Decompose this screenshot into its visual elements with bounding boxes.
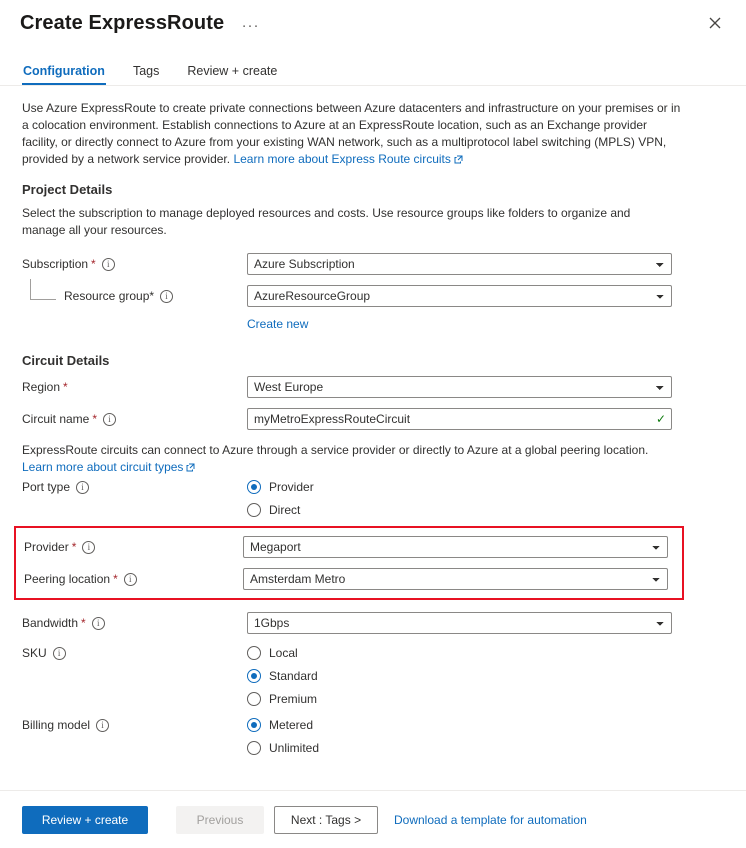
valid-check-icon: ✓: [655, 412, 666, 426]
port-type-option-direct[interactable]: [247, 503, 300, 517]
circuit-name-required-mark: *: [92, 412, 98, 426]
resource-group-row: [22, 285, 724, 307]
billing-row-unlimited: [22, 741, 724, 755]
page-title: Create ExpressRoute: [20, 12, 225, 34]
tab-review-create[interactable]: Review + create: [187, 64, 278, 78]
circuit-name-row: [22, 408, 724, 430]
peering-location-select[interactable]: [243, 568, 668, 590]
subscription-select[interactable]: [247, 253, 672, 275]
tab-configuration[interactable]: Configuration: [22, 64, 106, 85]
create-new-resource-group-row: [247, 317, 724, 331]
circuit-name-label: [22, 412, 247, 426]
subscription-info-icon[interactable]: i: [102, 258, 115, 271]
region-label: [22, 380, 247, 394]
next-tags-button[interactable]: Next : Tags >: [274, 806, 378, 834]
subscription-row: [22, 253, 724, 275]
billing-row-metered: [22, 718, 724, 732]
peering-location-field: [243, 568, 668, 590]
port-type-option-provider[interactable]: [247, 480, 314, 494]
port-type-group: [22, 480, 724, 517]
port-type-option-provider-label: Provider: [269, 480, 314, 494]
billing-model-label: [22, 718, 247, 732]
billing-option-unlimited[interactable]: [247, 741, 319, 755]
sku-option-premium[interactable]: [247, 692, 317, 706]
sku-label-text: SKU: [22, 646, 47, 660]
peering-location-label-text: Peering location: [24, 572, 111, 586]
blade-content: [0, 86, 746, 755]
bandwidth-row: [22, 612, 724, 634]
review-create-button[interactable]: Review + create: [22, 806, 148, 834]
billing-option-metered-label: Metered: [269, 718, 314, 732]
peering-location-info-icon[interactable]: i: [124, 573, 137, 586]
sku-info-icon[interactable]: i: [53, 647, 66, 660]
subscription-field: [247, 253, 672, 275]
resource-group-required-mark: *: [149, 289, 155, 303]
port-type-row-provider: [22, 480, 724, 494]
provider-label-text: Provider: [24, 540, 69, 554]
intro-text: Use Azure ExpressRoute to create private connections between Azure datacenters and infrastructure on your premises or in a colocation environment. Establish connections to Azure at an ExpressRoute location, such as an Exchange provider facility, or directly connect to Azure from your existing WAN network, such as a multiprotocol label switching (MPLS) VPN, provided by a network service provider.: [22, 101, 681, 166]
port-type-row-direct: [22, 503, 724, 517]
sku-group: [22, 646, 724, 706]
billing-model-info-icon[interactable]: i: [96, 719, 109, 732]
project-details-description: Select the subscription to manage deployed resources and costs. Use resource groups like folders to organize and manage all your resources.: [22, 206, 631, 237]
project-details-heading: Project Details: [22, 182, 113, 197]
port-type-label: [22, 480, 247, 494]
provider-label: [24, 540, 243, 554]
external-link-icon-2: [186, 460, 195, 469]
subscription-label: [22, 257, 247, 271]
region-label-text: Region: [22, 380, 61, 394]
tree-connector: [30, 279, 56, 300]
circuit-type-note-text: ExpressRoute circuits can connect to Azure through a service provider or directly to Azure at a global peering location.: [22, 443, 649, 457]
sku-option-standard-label: Standard: [269, 669, 318, 683]
radio-unlimited-icon[interactable]: [247, 741, 261, 755]
circuit-name-label-text: Circuit name: [22, 412, 90, 426]
region-required-mark: *: [63, 380, 68, 394]
radio-local-icon[interactable]: [247, 646, 261, 660]
bandwidth-field: [247, 612, 672, 634]
provider-peering-highlight: [14, 526, 684, 600]
external-link-icon: [454, 152, 463, 161]
sku-option-standard[interactable]: [247, 669, 318, 683]
sku-row-local: [22, 646, 724, 660]
subscription-required-mark: *: [91, 257, 96, 271]
peering-location-required-mark: *: [113, 572, 118, 586]
radio-provider-icon[interactable]: [247, 480, 261, 494]
circuit-name-input[interactable]: [247, 408, 672, 430]
port-type-option-direct-label: Direct: [269, 503, 301, 517]
blade-header: [0, 0, 746, 46]
learn-more-circuit-types-link[interactable]: Learn more about circuit types: [22, 460, 184, 474]
billing-option-unlimited-label: Unlimited: [269, 741, 320, 755]
radio-standard-icon[interactable]: [247, 669, 261, 683]
resource-group-field: [247, 285, 672, 307]
radio-metered-icon[interactable]: [247, 718, 261, 732]
bandwidth-label: [22, 616, 247, 630]
resource-group-label-text: Resource group: [64, 289, 150, 303]
region-field: [247, 376, 672, 398]
bandwidth-select[interactable]: [247, 612, 672, 634]
provider-select[interactable]: [243, 536, 668, 558]
blade-footer: [0, 790, 746, 848]
region-row: [22, 376, 724, 398]
sku-option-local-label: Local: [269, 646, 298, 660]
provider-field: [243, 536, 668, 558]
provider-row: [24, 536, 676, 558]
bandwidth-info-icon[interactable]: i: [92, 617, 105, 630]
radio-direct-icon[interactable]: [247, 503, 261, 517]
sku-option-local[interactable]: [247, 646, 298, 660]
billing-model-group: [22, 718, 724, 755]
billing-model-label-text: Billing model: [22, 718, 91, 732]
provider-required-mark: *: [71, 540, 77, 554]
peering-location-row: [24, 568, 676, 590]
tab-tags[interactable]: Tags: [132, 64, 160, 78]
billing-option-metered[interactable]: [247, 718, 313, 732]
circuit-type-note: [22, 442, 672, 476]
bandwidth-label-text: Bandwidth: [22, 616, 79, 630]
resource-group-label: [22, 289, 247, 303]
bandwidth-required-mark: *: [81, 616, 86, 630]
circuit-name-info-icon[interactable]: i: [103, 413, 116, 426]
port-type-label-text: Port type: [22, 480, 71, 494]
intro-paragraph: [22, 100, 682, 168]
previous-button: Previous: [176, 806, 264, 834]
tab-bar: [22, 64, 746, 85]
resource-group-select[interactable]: [247, 285, 672, 307]
circuit-name-field: [247, 408, 672, 430]
download-template-link[interactable]: Download a template for automation: [394, 812, 587, 827]
sku-label: [22, 646, 247, 660]
learn-more-expressroute-circuits-link[interactable]: Learn more about Express Route circuits: [233, 152, 451, 166]
close-icon[interactable]: [702, 10, 728, 36]
sku-option-premium-label: Premium: [269, 692, 318, 706]
port-type-info-icon[interactable]: i: [76, 481, 89, 494]
circuit-details-heading: Circuit Details: [22, 353, 110, 368]
sku-row-premium: [22, 692, 724, 706]
sku-row-standard: [22, 669, 724, 683]
peering-location-label: [24, 572, 243, 586]
subscription-label-text: Subscription: [22, 257, 89, 271]
more-options-icon[interactable]: ···: [241, 17, 260, 34]
resource-group-info-icon[interactable]: i: [160, 290, 173, 303]
create-new-link[interactable]: Create new: [247, 317, 309, 331]
region-select[interactable]: [247, 376, 672, 398]
provider-info-icon[interactable]: i: [82, 541, 95, 554]
radio-premium-icon[interactable]: [247, 692, 261, 706]
